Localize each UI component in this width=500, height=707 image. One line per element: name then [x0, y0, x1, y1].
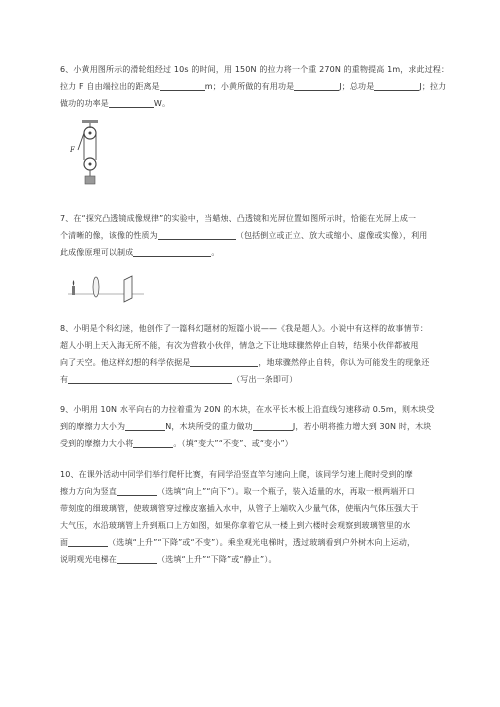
lens-experiment-figure — [66, 274, 146, 304]
flame-icon — [73, 280, 75, 286]
pulley-figure — [70, 120, 110, 192]
q8-line-1: 8、小明是个科幻迷，他创作了一篇科幻题材的短篇小说——《我是超人》。小说中有这样的故事情节： — [60, 324, 428, 333]
q7-line-1: 7、在“探究凸透镜成像规律”的实验中，当蜡烛、凸透镜和光屏位置如图所示时，恰能在光屏上成一 — [60, 214, 417, 223]
convex-lens-icon — [93, 277, 99, 297]
q10-line-1: 10、在课外活动中同学们举行爬杆比赛，有同学沿竖直竿匀速向上爬，该同学匀速上爬时受到的摩 — [60, 470, 413, 479]
q10-line-3: 带刻度的细玻璃管，使玻璃管穿过橡皮塞插入水中，从管子上端吹入少量气体，使瓶内气体压强大于 — [60, 504, 419, 513]
light-screen-icon — [124, 276, 132, 302]
q6-blank-useful-work[interactable] — [294, 80, 339, 91]
q6-blank-total-work[interactable] — [374, 80, 419, 91]
q10-line-6: 说明观光电梯在 （选填“上升”“下降”或“静止”）。 — [60, 555, 277, 564]
q6-line-1: 6、小黄用图所示的滑轮组经过 10s 的时间，用 150N 的拉力将一个重 270N 的重物提高 1m，求此过程： — [60, 65, 450, 74]
q10-line-5: 面 （选填“上升”“下降”或“不变”）。乘坐观光电梯时，透过玻璃看到户外树木向上运动， — [60, 538, 416, 547]
question-8 — [60, 320, 450, 388]
force-label: F — [70, 146, 75, 154]
ceiling-mount — [82, 120, 98, 123]
q8-line-3: 向了天空。他这样幻想的科学依据是 ，地球骤然停止自转，你认为可能发生的现象还 — [60, 358, 430, 367]
q9-line-1: 9、小明用 10N 水平向右的力拉着重为 20N 的木块，在水平长木板上沿直线匀速移动 0.5m，则木块受 — [60, 405, 435, 414]
weight-block — [85, 176, 95, 184]
q10-line-2: 擦力方向为竖直 （选填“向上”“向下”）。取一个瓶子，装入适量的水，再取一根两端开口 — [60, 487, 415, 496]
q8-blank-phenomenon[interactable] — [68, 373, 232, 384]
q9-line-2: 到的摩擦力大小为 N，木块所受的重力做功 J，若小明将推力增大到 30N 时，木块 — [60, 422, 432, 431]
q7-blank-device[interactable] — [133, 246, 211, 257]
question-6 — [60, 61, 450, 112]
q7-line-3: 此成像原理可以制成 。 — [60, 248, 220, 257]
q8-blank-science-basis[interactable] — [190, 356, 258, 367]
question-9 — [60, 401, 450, 452]
q7-blank-image-property[interactable] — [158, 229, 236, 240]
q6-blank-distance[interactable] — [160, 80, 205, 91]
question-7 — [60, 210, 450, 261]
q6-line-3: 做功的功率是 W。 — [60, 99, 171, 108]
q6-line-2: 拉力 F 自由端拉出的距离是 m；小黄所做的有用功是 J；总功是 J；拉力 — [60, 82, 447, 91]
q9-line-3: 受到的摩擦力大小将 。（填“变大”“不变”、或“变小”） — [60, 439, 293, 448]
q7-line-2: 个清晰的像，该像的性质为 （包括倒立或正立、放大或缩小、虚像或实像），利用 — [60, 231, 428, 240]
q10-blank-elevator-motion[interactable] — [117, 553, 157, 564]
q9-blank-friction-change[interactable] — [133, 437, 173, 448]
pull-rope — [78, 133, 84, 150]
q9-blank-gravity-work[interactable] — [253, 420, 293, 431]
question-10 — [60, 466, 450, 568]
q10-blank-friction-direction[interactable] — [117, 485, 157, 496]
candle-icon — [72, 286, 75, 295]
q10-blank-water-level[interactable] — [68, 536, 108, 547]
q8-line-2: 超人小明上天入海无所不能，有次为营救小伙伴，情急之下让地球骤然停止自转，结果小伙伴都被甩 — [60, 341, 419, 350]
q8-line-4: 有 （写出一条即可） — [60, 375, 298, 384]
q9-blank-friction[interactable] — [125, 420, 165, 431]
q10-line-4: 大气压，水沿玻璃管上升到瓶口上方如图，如果你拿着它从一楼上到六楼时会观察到玻璃管里的水 — [60, 521, 411, 530]
q6-blank-power[interactable] — [109, 97, 154, 108]
